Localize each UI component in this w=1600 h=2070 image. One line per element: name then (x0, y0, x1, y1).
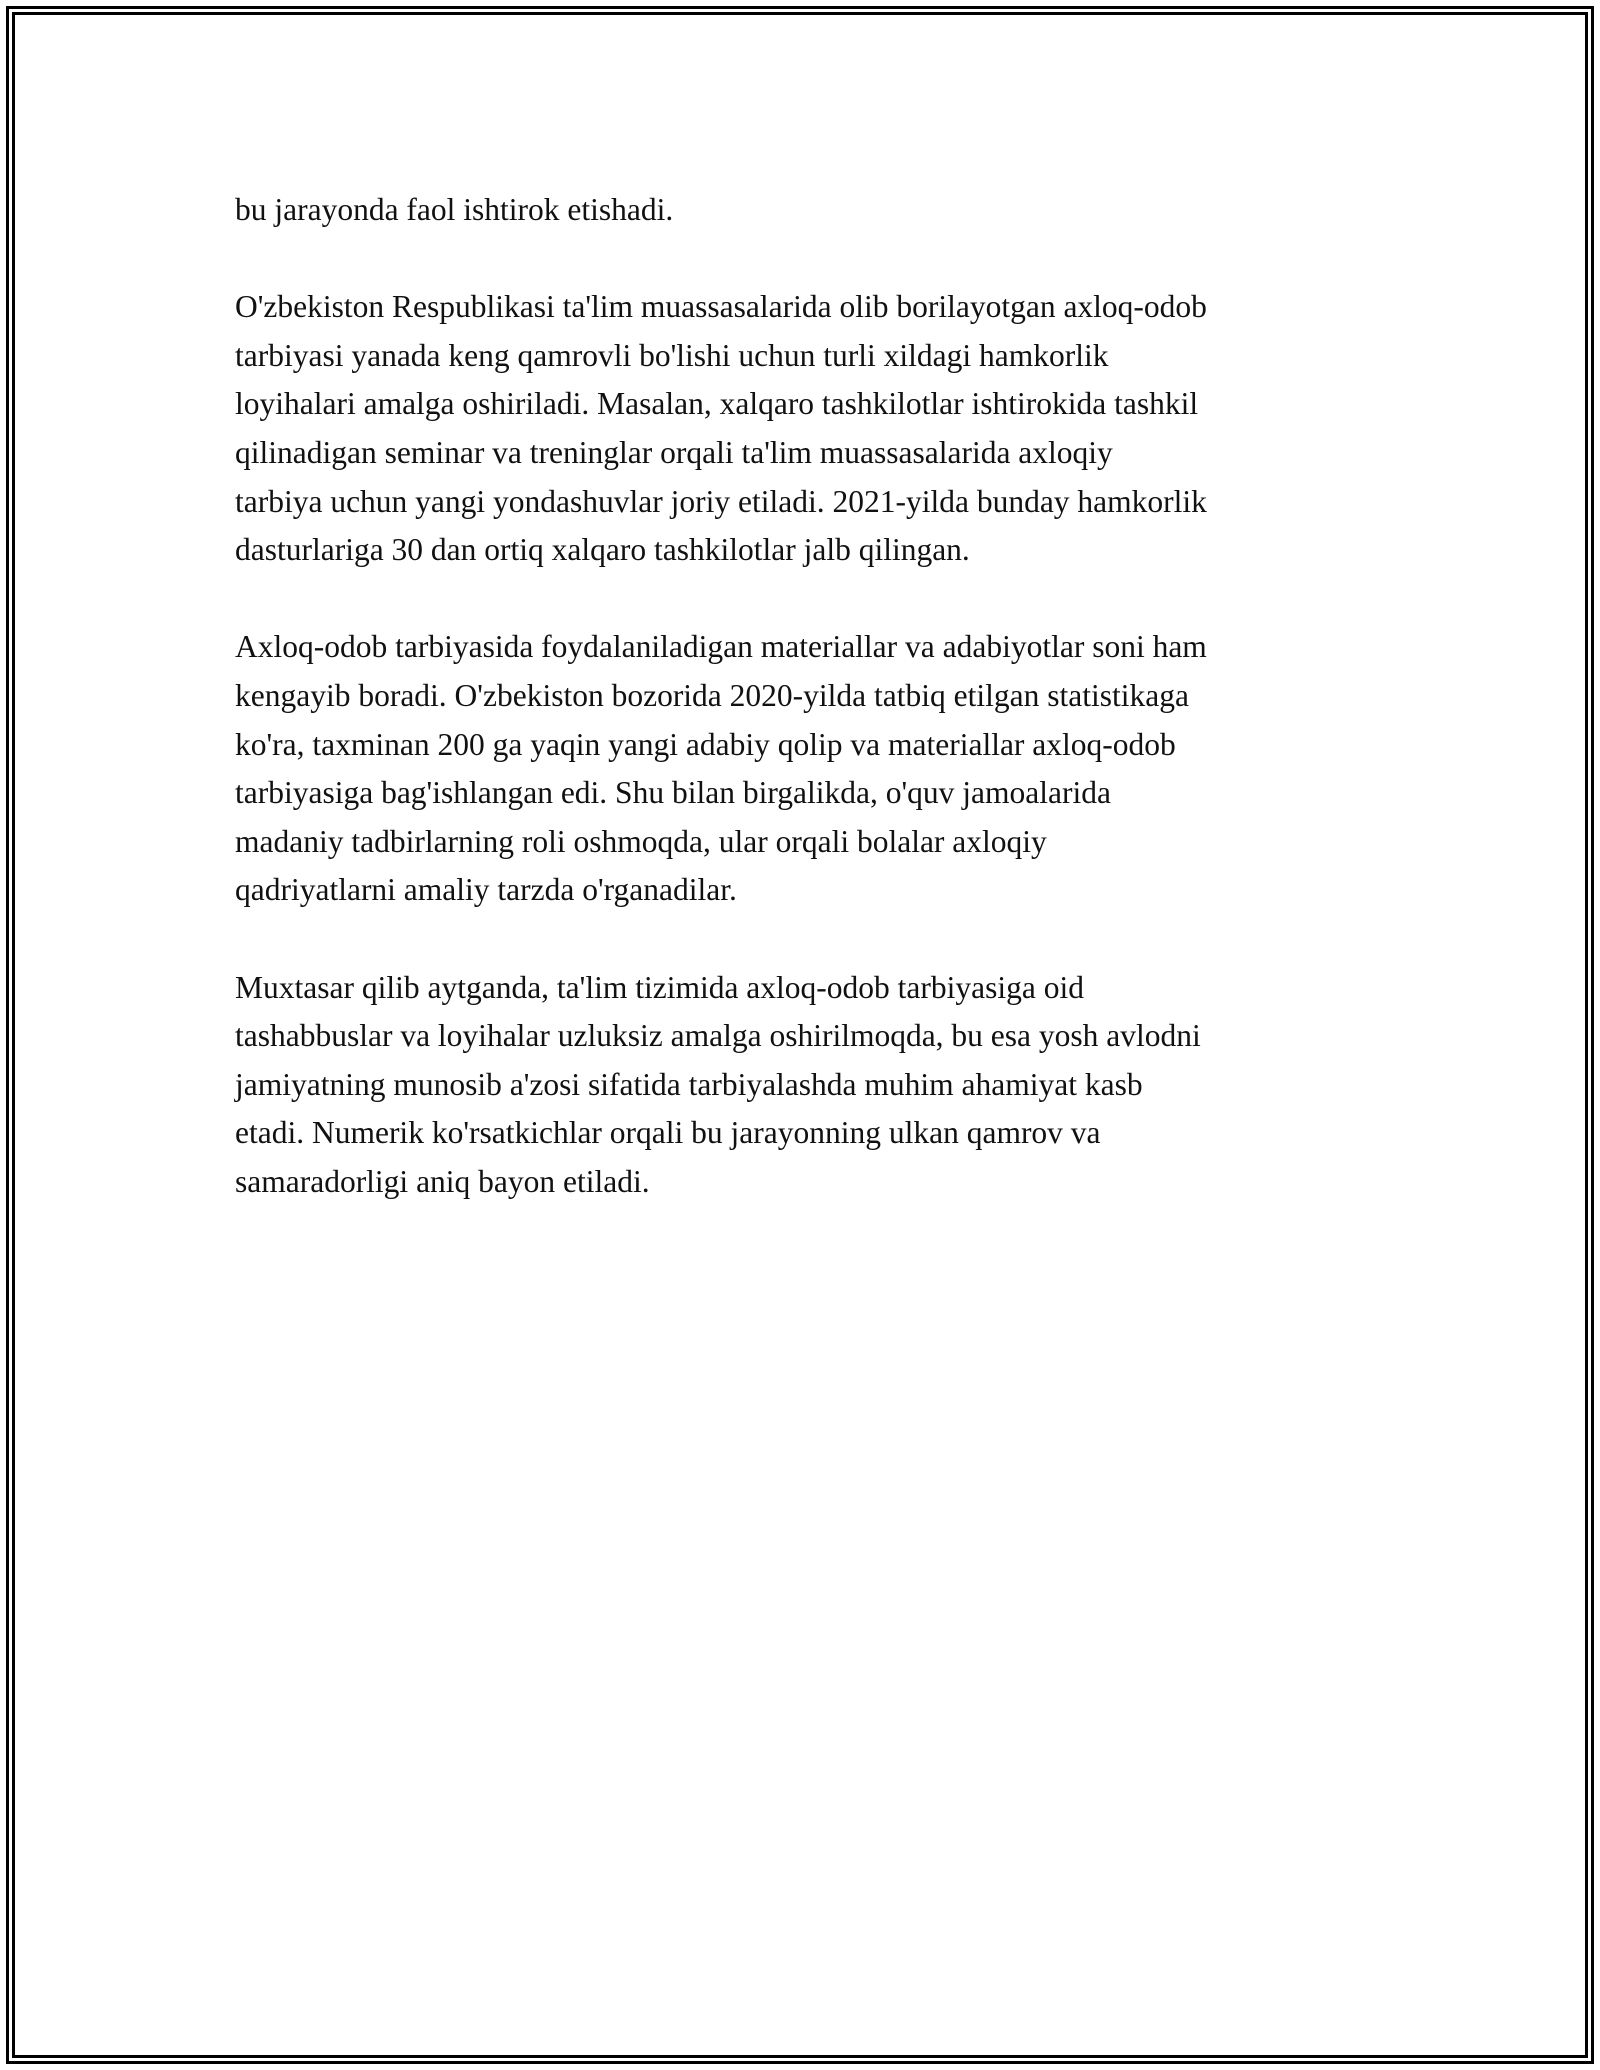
paragraph-materials: Axloq-odob tarbiyasida foydalaniladigan materiallar va adabiyotlar soni ham kengayib boradi. O'zbekiston bozorida 2020-yilda tatbiq etilgan statistikaga ko'ra, taxminan 200 ga yaqin yangi adabiy qolip va materiallar axloq-odob tarbiyasiga bag'ishlangan edi. Shu bilan birgalikda, o'quv jamoalarida madaniy tadbirlarning roli oshmoqda, ular orqali bolalar axloqiy qadriyatlarni amaliy tarzda o'rganadilar. (235, 629, 1207, 908)
paragraph-continuation: bu jarayonda faol ishtirok etishadi. (235, 192, 674, 227)
document-body (235, 186, 1385, 1255)
paragraph-partnerships: O'zbekiston Respublikasi ta'lim muassasalarida olib borilayotgan axloq-odob tarbiyasi yanada keng qamrovli bo'lishi uchun turli xildagi hamkorlik loyihalari amalga oshiriladi. Masalan, xalqaro tashkilotlar ishtirokida tashkil qilinadigan seminar va treninglar orqali ta'lim muassasalarida axloqiy tarbiya uchun yangi yondashuvlar joriy etiladi. 2021-yilda bunday hamkorlik dasturlariga 30 dan ortiq xalqaro tashkilotlar jalb qilingan. (235, 289, 1207, 568)
paragraph-summary: Muxtasar qilib aytganda, ta'lim tizimida axloq-odob tarbiyasiga oid tashabbuslar va loyihalar uzluksiz amalga oshirilmoqda, bu esa yosh avlodni jamiyatning munosib a'zosi sifatida tarbiyalashda muhim ahamiyat kasb etadi. Numerik ko'rsatkichlar orqali bu jarayonning ulkan qamrov va samaradorligi aniq bayon etiladi. (235, 969, 1201, 1199)
